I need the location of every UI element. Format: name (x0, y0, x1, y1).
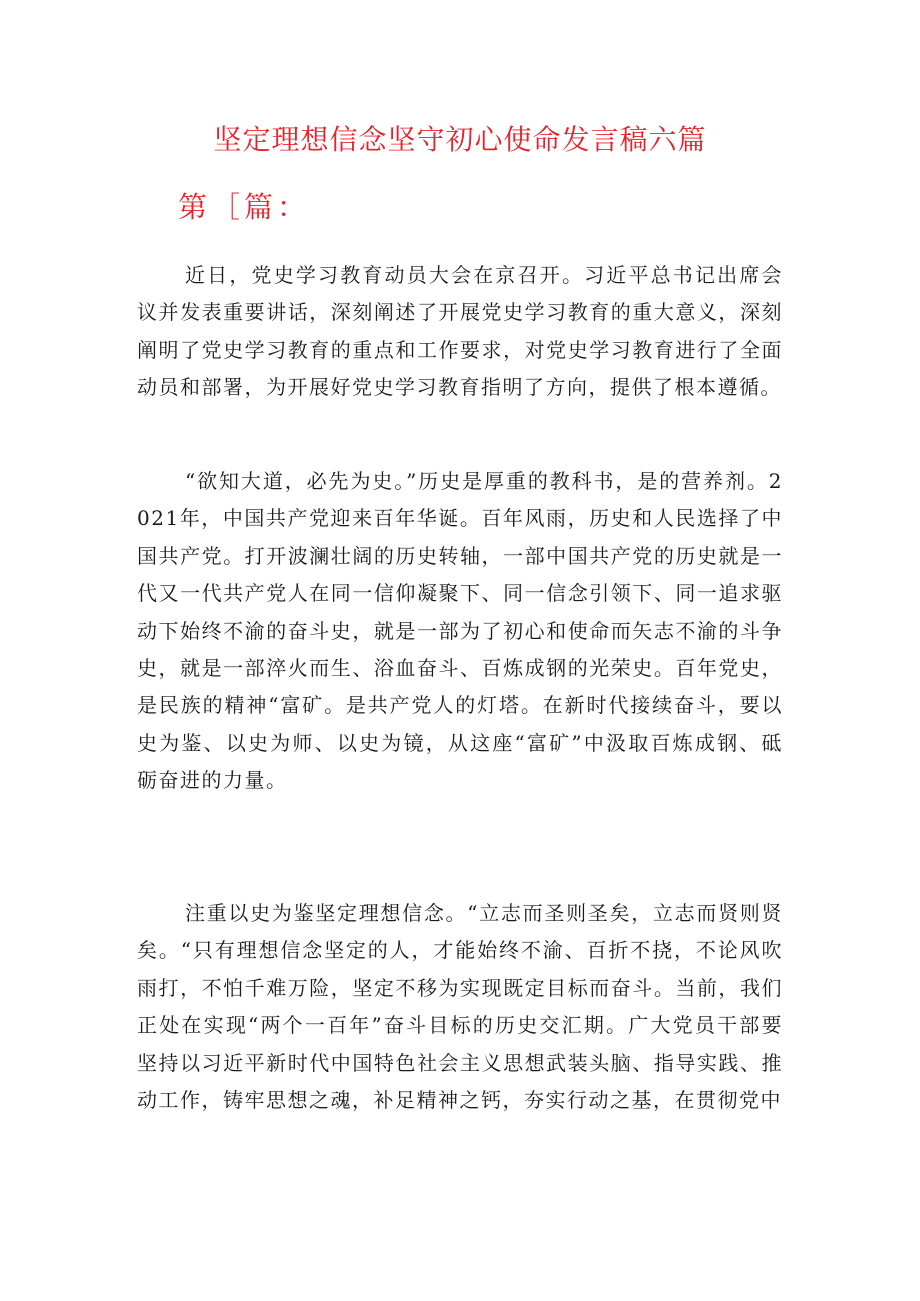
document-title: 坚定理想信念坚守初心使命发言稿六篇 (213, 123, 707, 156)
body-paragraph: 注重以史为鉴坚定理想信念。“立志而圣则圣矣，立志而贤则贤矣。“只有理想信念坚定的人，才能始终不渝、百折不挠，不论风吹雨打，不怕千难万险，坚定不移为实现既定目标而奋斗。当前，我们正处在实现“两个一百年”奋斗目标的历史交汇期。广大党员干部要坚持以习近平新时代中国特色社会主义思想武装头脑、指导实践、推动工作，铸牢思想之魂，补足精神之钙，夯实行动之基，在贯彻党中 (137, 901, 783, 1113)
section-heading: 第［篇： (178, 190, 311, 224)
body-paragraph: 近日，党史学习教育动员大会在京召开。习近平总书记出席会议并发表重要讲话，深刻阐述了开展党史学习教育的重大意义，深刻阐明了党史学习教育的重点和工作要求，对党史学习教育进行了全面动员和部署，为开展好党史学习教育指明了方向，提供了根本遵循。 (137, 263, 783, 400)
body-paragraph: “欲知大道，必先为史。”历史是厚重的教科书，是的营养剂。2021年，中国共产党迎来百年华诞。百年风雨，历史和人民选择了中国共产党。打开波澜壮阔的历史转轴，一部中国共产党的历史就是一代又一代共产党人在同一信仰凝聚下、同一信念引领下、同一追求驱动下始终不渝的奋斗史，就是一部为了初心和使命而矢志不渝的斗争史，就是一部淬火而生、浴血奋斗、百炼成钢的光荣史。百年党史，是民族的精神“富矿。是共产党人的灯塔。在新时代接续奋斗，要以史为鉴、以史为师、以史为镜，从这座“富矿”中汲取百炼成钢、砥砺奋进的力量。 (137, 469, 783, 793)
